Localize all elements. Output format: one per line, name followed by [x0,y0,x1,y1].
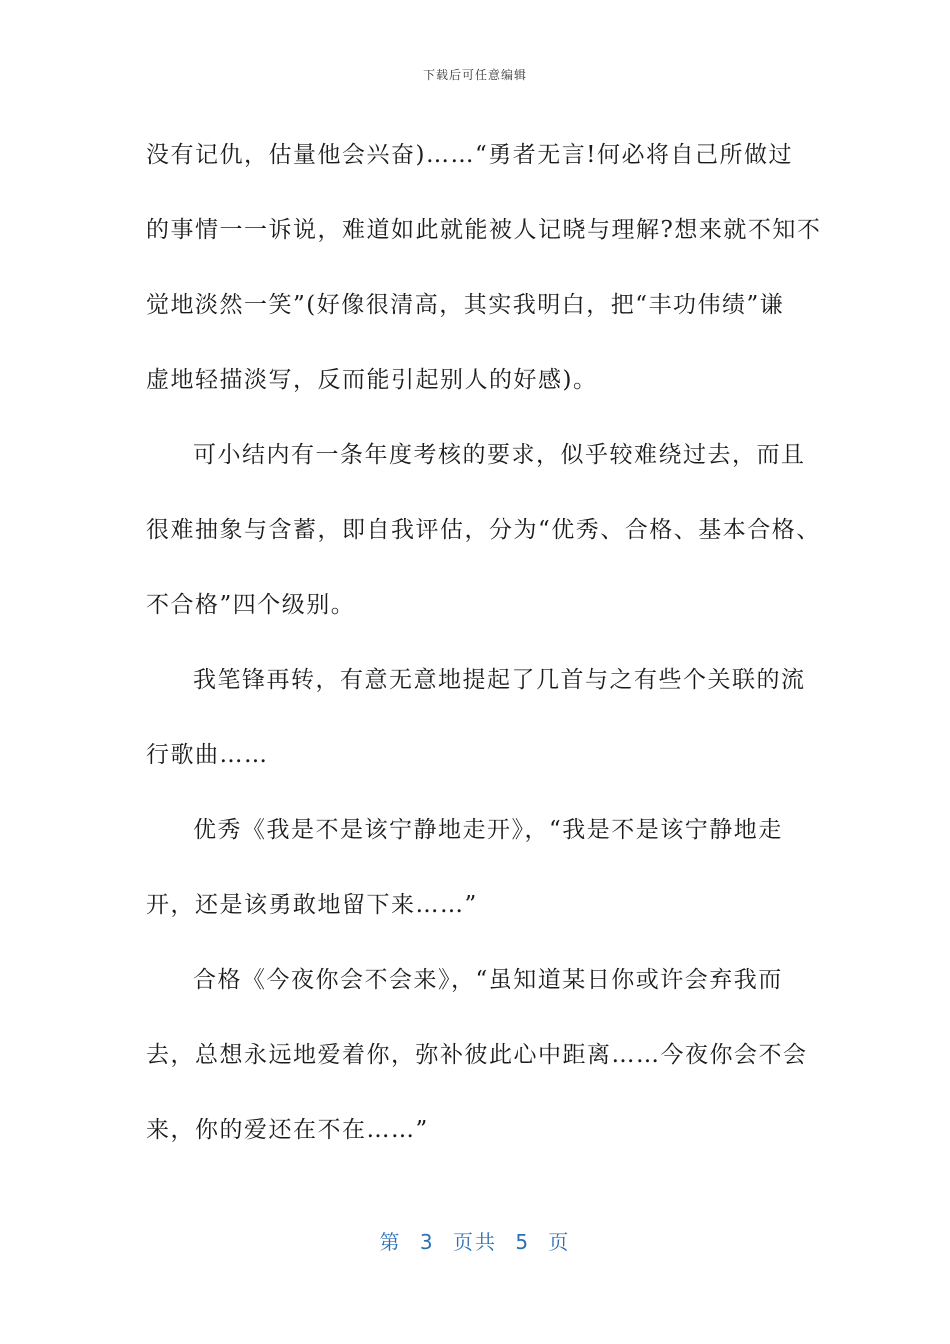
text-line: 来，你的爱还在不在……” [146,1117,429,1143]
text-line: 的事情一一诉说，难道如此就能被人记晓与理解?想来就不知不 [146,217,822,243]
text-line: 觉地淡然一笑”(好像很清高，其实我明白，把“丰功伟绩”谦 [146,292,785,318]
paragraph [146,118,822,418]
text-line: 虚地轻描淡写，反而能引起别人的好感)。 [146,367,598,393]
text-line: 我笔锋再转，有意无意地提起了几首与之有些个关联的流 [193,667,806,693]
text-line: 优秀《我是不是该宁静地走开》，“我是不是该宁静地走 [193,817,783,843]
page-number-footer: 第 3 页共 5 页 [379,1230,571,1254]
paragraph [146,943,806,1168]
text-line: 行歌曲…… [146,742,269,768]
paragraph [146,643,806,793]
document-body [146,118,822,1168]
paragraph [146,418,821,643]
page-header: 下载后可任意编辑 [422,68,527,82]
paragraph [146,793,806,943]
text-line: 不合格”四个级别。 [146,592,356,618]
text-line: 很难抽象与含蓄，即自我评估，分为“优秀、合格、基本合格、 [146,517,821,543]
text-line: 可小结内有一条年度考核的要求，似乎较难绕过去，而且 [193,442,806,468]
text-line: 去，总想永远地爱着你，弥补彼此心中距离……今夜你会不会 [146,1042,808,1068]
text-line: 开，还是该勇敢地留下来……” [146,892,478,918]
text-line: 合格《今夜你会不会来》，“虽知道某日你或许会弃我而 [193,967,783,993]
text-line: 没有记仇，估量他会兴奋)……“勇者无言!何必将自己所做过 [146,142,793,168]
